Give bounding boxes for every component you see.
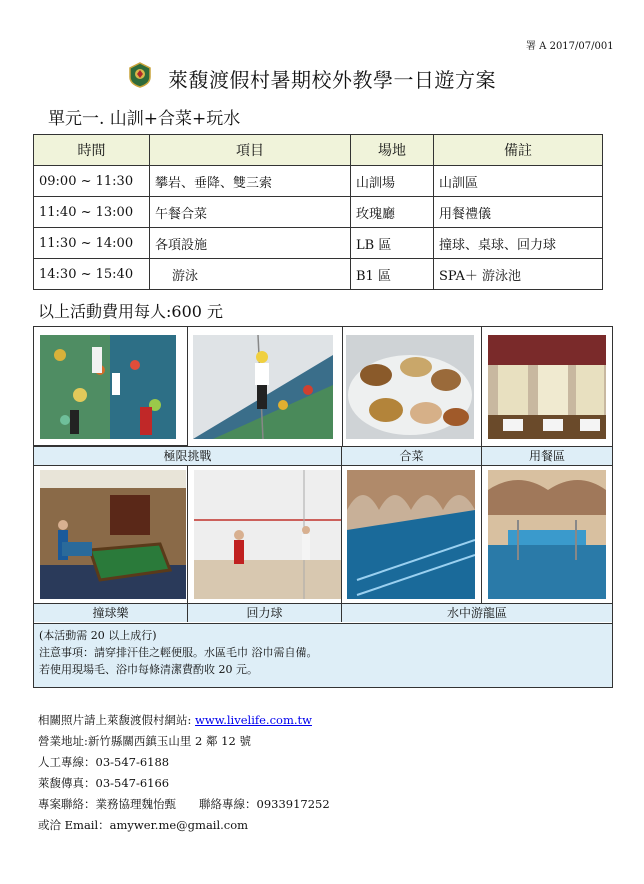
table-row	[34, 228, 603, 259]
page-title: 萊馥渡假村暑期校外教學一日遊方案	[168, 68, 496, 92]
fax-line: 萊馥傳真：03-547-6166	[38, 776, 170, 790]
grid-line	[34, 327, 188, 446]
time-cell: 11:40 ~ 13:00	[34, 197, 150, 228]
remark-cell: 山訓區	[434, 166, 603, 197]
grid-line	[342, 327, 482, 446]
remark-cell: 撞球、桌球、回力球	[434, 228, 603, 259]
time-cell: 09:00 ~ 11:30	[34, 166, 150, 197]
photo-gallery	[33, 326, 613, 688]
grid-line	[34, 465, 188, 603]
schedule-header-row	[34, 135, 603, 166]
liaison-line: 專案聯絡：業務協理魏怡甄 聯絡專線：0933917252	[38, 797, 330, 811]
item-cell: 游泳	[150, 259, 351, 290]
caption-set-meal: 合菜	[342, 446, 482, 465]
venue-cell: LB 區	[351, 228, 434, 259]
spa-pool-photo	[488, 470, 606, 599]
header-remark: 備註	[434, 135, 603, 166]
venue-cell: B1 區	[351, 259, 434, 290]
remark-cell: SPA＋ 游泳池	[434, 259, 603, 290]
table-row	[34, 197, 603, 228]
venue-cell: 山訓場	[351, 166, 434, 197]
dining-hall-photo	[488, 335, 606, 439]
caption-water-area: 水中游龍區	[342, 603, 612, 622]
caption-billiards: 撞球樂	[34, 603, 188, 622]
resort-logo-icon	[128, 62, 152, 88]
item-cell: 攀岩、垂降、雙三索	[150, 166, 351, 197]
rappelling-photo	[193, 335, 333, 439]
website-prefix: 相關照片請上萊馥渡假村網站:	[38, 713, 196, 727]
email-line: 或洽 Email：amywer.me@gmail.com	[38, 818, 249, 832]
header-venue: 場地	[351, 135, 434, 166]
caption-squash: 回力球	[188, 603, 342, 622]
website-line	[38, 710, 330, 731]
unit-heading: 單元一. 山訓+合菜+玩水	[48, 109, 241, 129]
time-cell: 11:30 ~ 14:00	[34, 228, 150, 259]
notes-attire: 注意事項：請穿排汗佳之輕便服。水區毛巾 浴巾需自備。	[39, 646, 318, 659]
caption-extreme-challenge: 極限挑戰	[34, 446, 342, 465]
address-line: 營業地址:新竹縣關西鎮玉山里 2 鄰 12 號	[38, 734, 251, 748]
notes-box	[34, 623, 612, 687]
item-cell: 午餐合菜	[150, 197, 351, 228]
table-row	[34, 166, 603, 197]
grid-line	[342, 465, 482, 603]
notes-towel-fee: 若使用現場毛、浴巾每條清潔費酌收 20 元。	[39, 663, 258, 676]
schedule-table	[33, 134, 603, 290]
notes-min-participants: (本活動需 20 以上成行)	[39, 629, 157, 642]
remark-cell: 用餐禮儀	[434, 197, 603, 228]
header-time: 時間	[34, 135, 150, 166]
contact-info	[38, 710, 330, 836]
time-cell: 14:30 ~ 15:40	[34, 259, 150, 290]
table-row	[34, 259, 603, 290]
header-item: 項目	[150, 135, 351, 166]
caption-dining-area: 用餐區	[482, 446, 612, 465]
grid-line	[188, 465, 342, 603]
document-number: 署 A 2017/07/001	[526, 41, 614, 52]
fee-text: 以上活動費用每人:600 元	[38, 302, 224, 321]
item-cell: 各項設施	[150, 228, 351, 259]
venue-cell: 玫瑰廳	[351, 197, 434, 228]
website-link[interactable]: www.livelife.com.tw	[195, 713, 312, 727]
phone-line: 人工專線：03-547-6188	[38, 755, 170, 769]
row-divider	[34, 465, 612, 466]
